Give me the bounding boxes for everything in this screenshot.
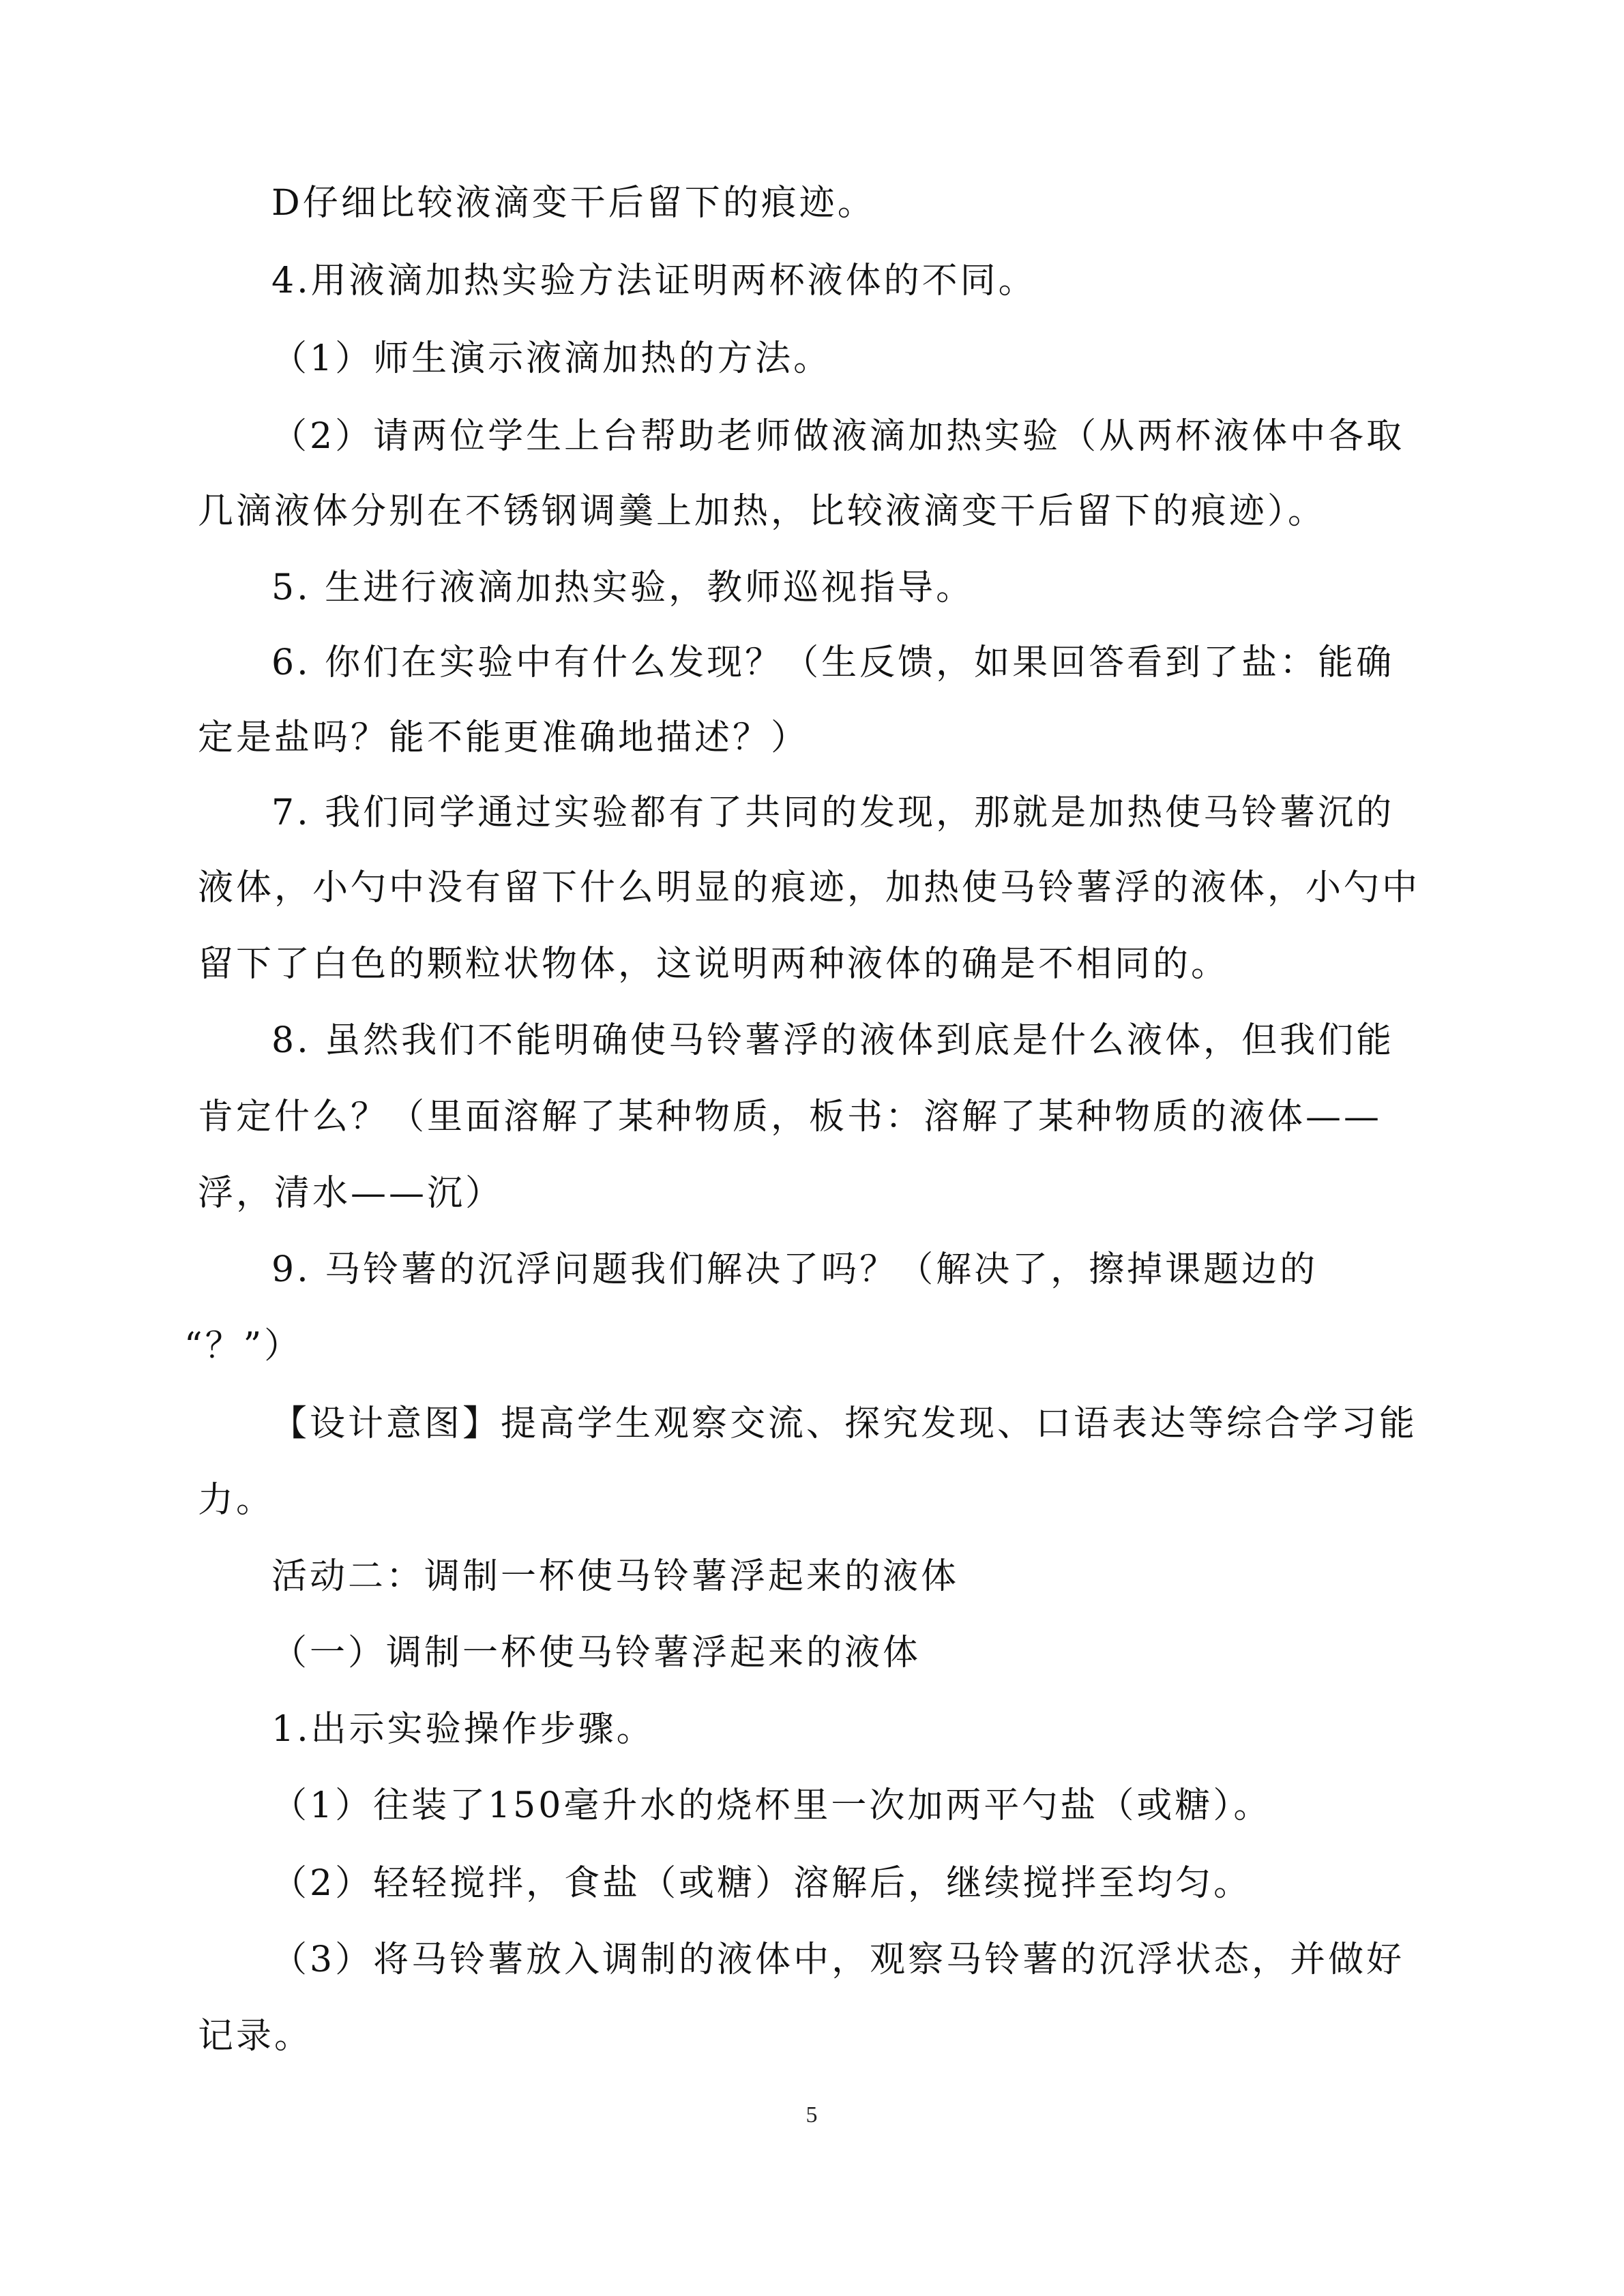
- text-line: 8. 虽然我们不能明确使马铃薯浮的液体到底是什么液体，但我们能: [271, 1020, 1395, 1061]
- text-line: 定是盐吗？能不能更准确地描述？）: [198, 717, 810, 758]
- text-line: （1）往装了150毫升水的烧杯里一次加两平勺盐（或糖）。: [271, 1785, 1272, 1826]
- text-line: 记录。: [198, 2016, 313, 2057]
- text-line: 【设计意图】提高学生观察交流、探究发现、口语表达等综合学习能: [271, 1403, 1418, 1444]
- text-line: （1）师生演示液滴加热的方法。: [271, 338, 832, 379]
- text-line: 液体，小勺中没有留下什么明显的痕迹，加热使马铃薯浮的液体，小勺中: [198, 867, 1421, 908]
- text-line: 5. 生进行液滴加热实验，教师巡视指导。: [271, 567, 975, 608]
- text-line: “？”）: [184, 1326, 303, 1367]
- text-line: （一）调制一杯使马铃薯浮起来的液体: [271, 1632, 921, 1673]
- text-line: 6. 你们在实验中有什么发现？（生反馈，如果回答看到了盐：能确: [271, 642, 1395, 683]
- text-line: 1.出示实验操作步骤。: [271, 1709, 655, 1750]
- text-line: D仔细比较液滴变干后留下的痕迹。: [271, 183, 876, 224]
- text-line: （2）轻轻搅拌，食盐（或糖）溶解后，继续搅拌至均匀。: [271, 1863, 1252, 1904]
- text-line: 力。: [198, 1480, 275, 1521]
- text-line: 4.用液滴加热实验方法证明两杯液体的不同。: [271, 260, 1037, 301]
- text-line: （3）将马铃薯放入调制的液体中，观察马铃薯的沉浮状态，并做好: [271, 1939, 1405, 1980]
- text-line: 肯定什么？（里面溶解了某种物质，板书：溶解了某种物质的液体——: [198, 1097, 1383, 1137]
- text-line: 留下了白色的颗粒状物体，这说明两种液体的确是不相同的。: [198, 944, 1230, 985]
- text-line: 几滴液体分别在不锈钢调羹上加热，比较液滴变干后留下的痕迹）。: [198, 491, 1327, 532]
- text-line: 9. 马铃薯的沉浮问题我们解决了吗？（解决了，擦掉课题边的: [271, 1249, 1318, 1290]
- text-line: （2）请两位学生上台帮助老师做液滴加热实验（从两杯液体中各取: [271, 416, 1405, 457]
- text-line: 浮，清水——沉）: [198, 1173, 504, 1214]
- text-line: 7. 我们同学通过实验都有了共同的发现，那就是加热使马铃薯沉的: [271, 792, 1395, 833]
- text-line: 活动二：调制一杯使马铃薯浮起来的液体: [271, 1556, 960, 1597]
- page-number: 5: [806, 2102, 818, 2128]
